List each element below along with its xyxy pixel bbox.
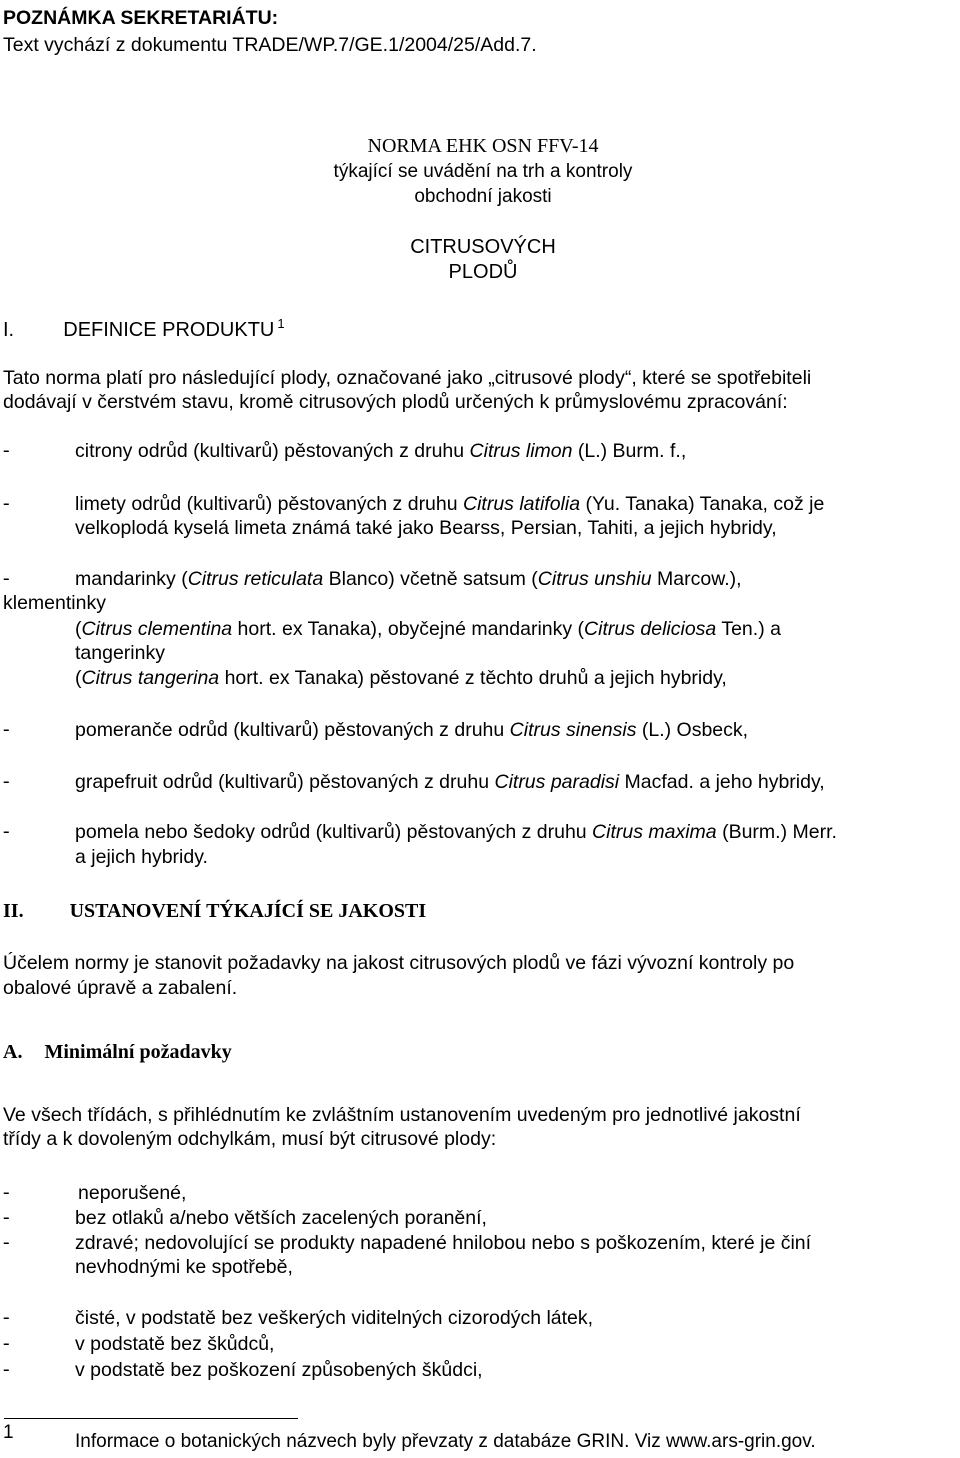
product-name-line1: CITRUSOVÝCH [410,236,556,258]
list-dash: - [3,493,10,514]
section2-number: II. [3,900,24,922]
list-dash: - [3,1333,10,1354]
list-dash: - [3,568,10,589]
list-item-mandarinky-line3: (Citrus clementina hort. ex Tanaka), obyčejné mandarinky (Citrus deliciosa Ten.) a [75,618,781,640]
sectionA-heading [3,1040,232,1064]
list-item-limety: limety odrůd (kultivarů) pěstovaných z druhu Citrus latifolia (Yu. Tanaka) Tanaka, což je [75,493,825,515]
product-name [283,235,683,285]
requirement-item: čisté, v podstatě bez veškerých viditelných cizorodých látek, [75,1307,594,1329]
section2-intro-line2: obalové úpravě a zabalení. [3,977,238,999]
norm-subtitle-line2: obchodní jakosti [414,186,552,207]
norm-subtitle-line1: týkající se uvádění na trh a kontroly [333,161,633,182]
sectionA-intro-line1: Ve všech třídách, s přihlédnutím ke zvláštním ustanovením uvedeným pro jednotlivé jakostní [3,1104,801,1126]
section1-number: I. [3,319,15,341]
list-item-grapefruit: grapefruit odrůd (kultivarů) pěstovaných z druhu Citrus paradisi Macfad. a jeho hybridy, [75,771,825,793]
list-dash: - [3,1232,10,1253]
secretariat-note-source: Text vychází z dokumentu TRADE/WP.7/GE.1/2004/25/Add.7. [3,34,537,56]
list-dash: - [3,821,10,842]
list-item-limety-line2: velkoplodá kyselá limeta známá také jako Bearss, Persian, Tahiti, a jejich hybridy, [75,517,777,539]
footnote-ref: 1 [277,316,285,331]
sectionA-title: Minimální požadavky [44,1041,232,1063]
list-item-mandarinky-line2: klementinky [3,592,106,614]
norm-title-block [283,134,683,209]
list-dash: - [3,1207,10,1228]
footnote-text: Informace o botanických názvech byly převzaty z databáze GRIN. Viz www.ars-grin.gov. [75,1431,816,1452]
section1-intro-line1: Tato norma platí pro následující plody, označované jako „citrusové plody“, které se spotřebiteli [3,367,812,389]
product-name-line2: PLODŮ [448,261,518,283]
section1-heading [3,312,285,342]
list-item-mandarinky-line4: tangerinky [75,642,165,664]
list-dash: - [3,719,10,740]
list-dash: - [3,771,10,792]
list-dash: - [3,1359,10,1380]
list-item-citrony: citrony odrůd (kultivarů) pěstovaných z druhu Citrus limon (L.) Burm. f., [75,440,687,462]
section2-heading [3,899,426,923]
norm-title: NORMA EHK OSN FFV-14 [367,135,599,157]
requirement-item-line2: nevhodnými ke spotřebě, [75,1256,293,1278]
section1-intro-line2: dodávají v čerstvém stavu, kromě citrusových plodů určených k průmyslovému zpracování: [3,391,788,413]
requirement-item: neporušené, [78,1182,187,1204]
requirement-item: zdravé; nedovolující se produkty napadené hnilobou nebo s poškozením, které je činí [75,1232,812,1254]
requirement-item: v podstatě bez škůdců, [75,1333,275,1355]
section2-intro-line1: Účelem normy je stanovit požadavky na jakost citrusových plodů ve fázi vývozní kontroly po [3,952,795,974]
requirement-item: bez otlaků a/nebo větších zacelených poranění, [75,1207,487,1229]
list-dash: - [3,1307,10,1328]
list-item-pomerance: pomeranče odrůd (kultivarů) pěstovaných z druhu Citrus sinensis (L.) Osbeck, [75,719,749,741]
section2-title: USTANOVENÍ TÝKAJÍCÍ SE JAKOSTI [69,900,427,922]
list-item-pomela: pomela nebo šedoky odrůd (kultivarů) pěstovaných z druhu Citrus maxima (Burm.) Merr. [75,821,837,843]
section1-title: DEFINICE PRODUKTU [63,319,275,341]
footnote-separator [4,1418,298,1419]
sectionA-number: A. [3,1041,23,1063]
footnote-number: 1 [3,1422,14,1443]
sectionA-intro-line2: třídy a k dovoleným odchylkám, musí být citrusové plody: [3,1128,497,1150]
secretariat-note-heading: POZNÁMKA SEKRETARIÁTU: [3,7,279,29]
list-item-pomela-line2: a jejich hybridy. [75,846,208,868]
list-item-mandarinky: mandarinky (Citrus reticulata Blanco) včetně satsum (Citrus unshiu Marcow.), [75,568,742,590]
requirement-item: v podstatě bez poškození způsobených škůdci, [75,1359,483,1381]
list-dash: - [3,440,10,461]
list-item-mandarinky-line5: (Citrus tangerina hort. ex Tanaka) pěstované z těchto druhů a jejich hybridy, [75,667,727,689]
list-dash: - [3,1182,10,1203]
